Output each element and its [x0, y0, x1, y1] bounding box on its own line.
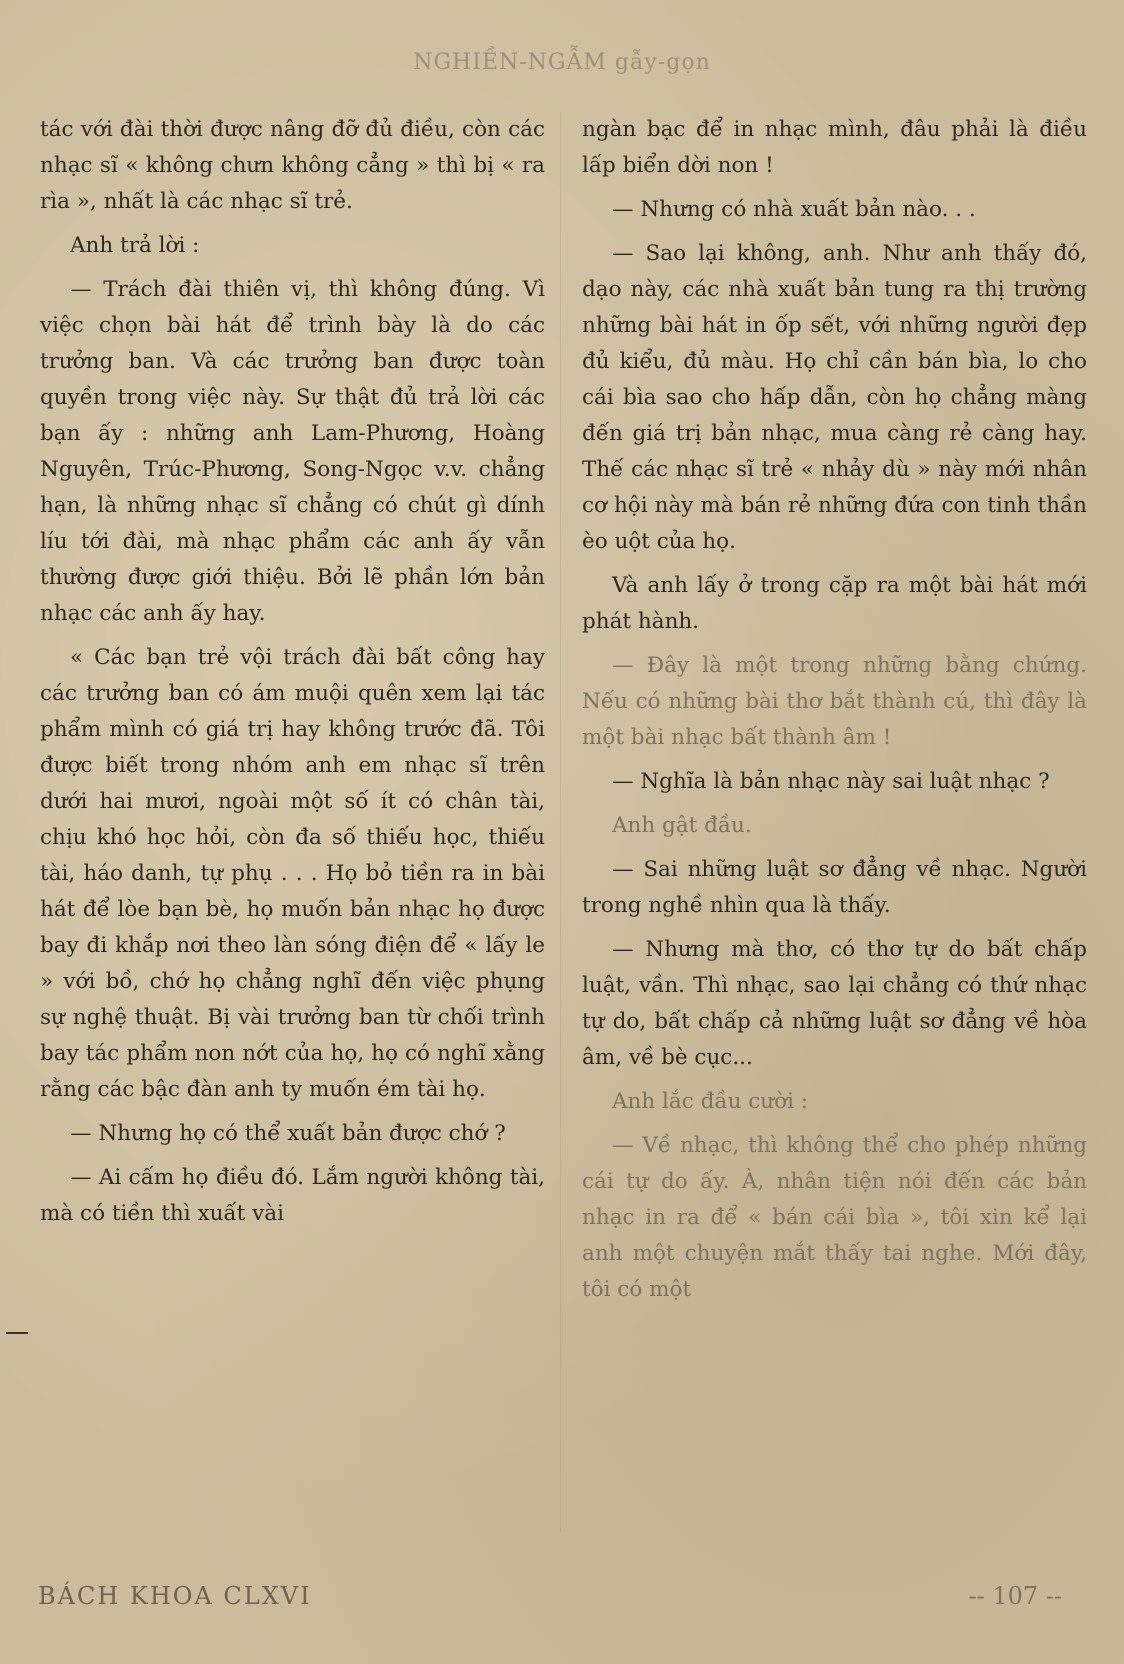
paragraph: — Nhưng họ có thể xuất bản được chớ ?	[70, 1121, 506, 1146]
paragraph: tác với đài thời được nâng đỡ đủ điều, còn các nhạc sĩ « không chưn không cẳng » thì bị « ra rìa », nhất là các nhạc sĩ trẻ.	[40, 117, 545, 214]
margin-mark	[6, 1332, 28, 1334]
right-column	[582, 112, 1087, 1316]
paragraph: — Sao lại không, anh. Như anh thấy đó, dạo này, các nhà xuất bản tung ra thị trường những bài hát in ốp sết, với những người đẹp đủ kiểu, đủ màu. Họ chỉ cần bán bìa, lo cho cái bìa sao cho hấp dẫn, còn họ chẳng màng đến giá trị bản nhạc, mua càng rẻ càng hay. Thế các nhạc sĩ trẻ « nhảy dù » này mới nhân cơ hội này mà bán rẻ những đứa con tinh thần èo uột của họ.	[582, 241, 1087, 554]
paragraph: Anh trả lời :	[70, 233, 200, 258]
paragraph: — Trách đài thiên vị, thì không đúng. Vì việc chọn bài hát để trình bày là do các trưởng ban. Và các trưởng ban được toàn quyền trong việc này. Sự thật đủ trả lời các bạn ấy : những anh Lam-Phương, Hoàng Nguyên, Trúc-Phương, Song-Ngọc v.v. chẳng hạn, là những nhạc sĩ chẳng có chút gì dính líu tới đài, mà nhạc phẩm các anh ấy vẫn thường được giới thiệu. Bởi lẽ phần lớn bản nhạc các anh ấy hay.	[40, 277, 545, 626]
paragraph: — Nghĩa là bản nhạc này sai luật nhạc ?	[612, 769, 1050, 794]
paragraph: — Ai cấm họ điều đó. Lắm người không tài, mà có tiền thì xuất vài	[40, 1165, 545, 1226]
paragraph: — Về nhạc, thì không thể cho phép những cái tự do ấy. À, nhân tiện nói đến các bản nhạc in ra để « bán cái bìa », tôi xin kể lại anh một chuyện mắt thấy tai nghe. Mới đây, tôi có một	[582, 1133, 1087, 1302]
column-divider	[560, 112, 561, 1532]
paragraph: Và anh lấy ở trong cặp ra một bài hát mới phát hành.	[582, 573, 1087, 634]
paragraph: — Nhưng có nhà xuất bản nào. . .	[612, 197, 976, 222]
paragraph: — Đây là một trong những bằng chứng. Nếu có những bài thơ bắt thành cú, thì đây là một bài nhạc bất thành âm !	[582, 653, 1087, 750]
left-column	[40, 112, 545, 1240]
footer-page-number: -- 107 --	[968, 1582, 1062, 1610]
paragraph: Anh gật đầu.	[612, 813, 752, 838]
footer-magazine-name: BÁCH KHOA CLXVI	[38, 1582, 312, 1610]
paragraph: — Nhưng mà thơ, có thơ tự do bất chấp luật, vần. Thì nhạc, sao lại chẳng có thứ nhạc tự do, bất chấp cả những luật sơ đẳng về hòa âm, về bè cục...	[582, 937, 1087, 1070]
running-head: NGHIỀN-NGẪM gẫy-gọn	[413, 50, 711, 75]
paragraph: Anh lắc đầu cười :	[612, 1089, 809, 1114]
paragraph: ngàn bạc để in nhạc mình, đâu phải là điều lấp biển dời non !	[582, 117, 1087, 178]
paragraph: — Sai những luật sơ đẳng về nhạc. Người trong nghề nhìn qua là thấy.	[582, 857, 1087, 918]
paragraph: « Các bạn trẻ vội trách đài bất công hay các trưởng ban có ám muội quên xem lại tác phẩm mình có giá trị hay không trước đã. Tôi được biết trong nhóm anh em nhạc sĩ trên dưới hai mươi, ngoài một số ít có chân tài, chịu khó học hỏi, còn đa số thiếu học, thiếu tài, háo danh, tự phụ . . . Họ bỏ tiền ra in bài hát để lòe bạn bè, họ muốn bản nhạc họ được bay đi khắp nơi theo làn sóng điện để « lấy le » với bồ, chớ họ chẳng nghĩ đến việc phụng sự nghệ thuật. Bị vài trưởng ban từ chối trình bay tác phẩm non nớt của họ, họ có nghĩ xằng rằng các bậc đàn anh ty muốn ém tài họ.	[40, 645, 545, 1102]
